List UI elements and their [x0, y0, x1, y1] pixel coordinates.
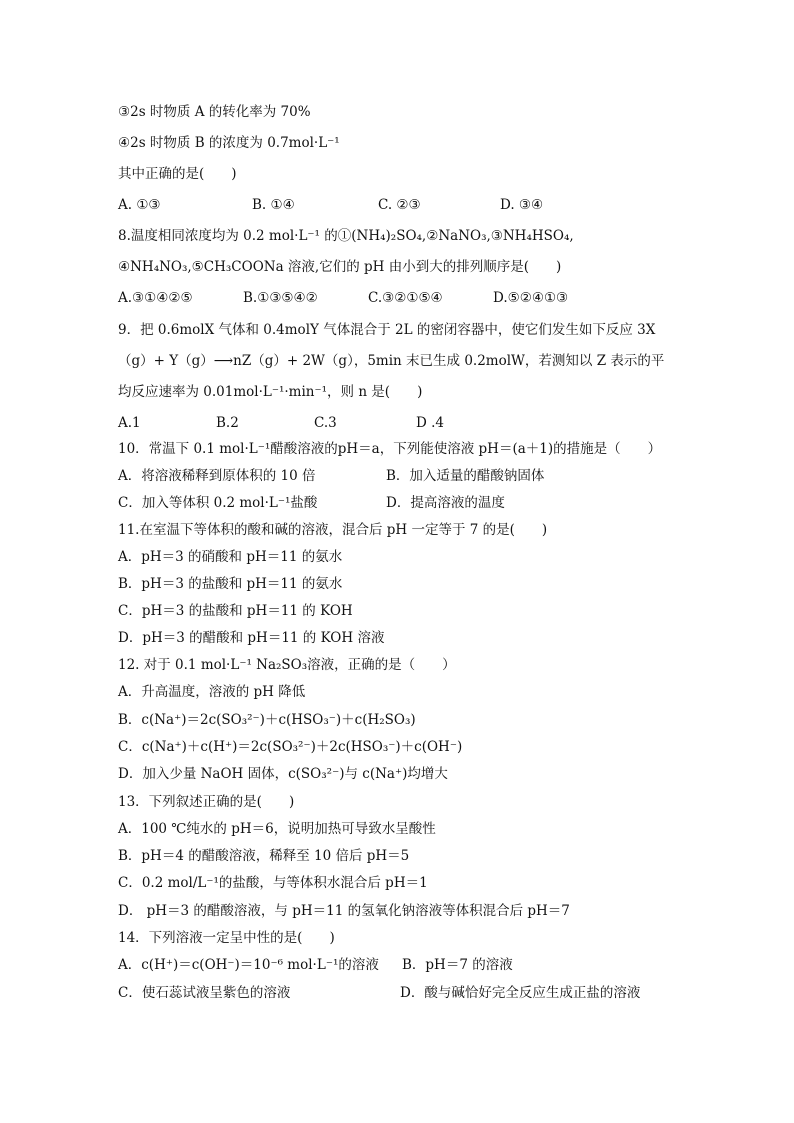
q12-option-d: D．加入少量 NaOH 固体，c(SO₃²⁻)与 c(Na⁺)均增大: [118, 766, 448, 782]
q14-option-b: B．pH＝7 的溶液: [402, 957, 513, 973]
q8-option-b: B.①③⑤④②: [243, 290, 318, 306]
q9-option-c: C.3: [314, 415, 337, 431]
q13-option-a: A．100 ℃纯水的 pH＝6，说明加热可导致水呈酸性: [118, 821, 436, 837]
q14-option-c: C．使石蕊试液呈紫色的溶液: [118, 985, 291, 1001]
q9-line-3: 均反应速率为 0.01mol·L⁻¹·min⁻¹，则 n 是( ): [118, 384, 423, 400]
q9-option-a: A.1: [118, 415, 141, 431]
q11-option-a: A．pH＝3 的硝酸和 pH＝11 的氨水: [118, 549, 343, 565]
q8-line-1: 8.温度相同浓度均为 0.2 mol·L⁻¹ 的①(NH₄)₂SO₄,②NaNO₃,③NH₄HSO₄,: [118, 228, 574, 244]
q14-option-d: D．酸与碱恰好完全反应生成正盐的溶液: [400, 985, 641, 1001]
q10-option-a: A．将溶液稀释到原体积的 10 倍: [118, 468, 316, 484]
q8-line-2: ④NH₄NO₃,⑤CH₃COONa 溶液,它们的 pH 由小到大的排列顺序是( ): [118, 259, 562, 275]
q8-option-a: A.③①④②⑤: [118, 290, 193, 306]
q9-option-d: D .4: [416, 415, 444, 431]
q13-option-c: C．0.2 mol/L⁻¹的盐酸，与等体积水混合后 pH＝1: [118, 875, 428, 891]
q12-option-c: C．c(Na⁺)＋c(H⁺)＝2c(SO₃²⁻)＋2c(HSO₃⁻)＋c(OH⁻): [118, 739, 463, 755]
q9-option-b: B.2: [216, 415, 239, 431]
q8-option-d: D.⑤②④①③: [493, 290, 569, 306]
q11-option-d: D．pH＝3 的醋酸和 pH＝11 的 KOH 溶液: [118, 630, 385, 646]
q12-option-a: A．升高温度，溶液的 pH 降低: [118, 684, 306, 700]
q11-option-b: B．pH＝3 的盐酸和 pH＝11 的氨水: [118, 576, 343, 592]
q7-option-c: C. ②③: [378, 197, 421, 213]
q7-option-d: D. ③④: [500, 197, 544, 213]
q13-option-b: B．pH＝4 的醋酸溶液，稀释至 10 倍后 pH＝5: [118, 848, 410, 864]
q8-option-c: C.③②①⑤④: [368, 290, 443, 306]
q10-option-d: D．提高溶液的温度: [386, 495, 505, 511]
q13-stem: 13．下列叙述正确的是( ): [118, 794, 295, 810]
q7-prompt: 其中正确的是( ): [118, 166, 237, 182]
q14-stem: 14．下列溶液一定呈中性的是( ): [118, 930, 335, 946]
q9-line-2: （g）+ Y（g）⟶nZ（g）+ 2W（g），5min 末已生成 0.2molW，若测知以 Z 表示的平: [118, 353, 665, 369]
q7-statement-3: ③2s 时物质 A 的转化率为 70%: [118, 104, 311, 120]
q9-line-1: 9．把 0.6molX 气体和 0.4molY 气体混合于 2L 的密闭容器中，使它们发生如下反应 3X: [118, 322, 656, 338]
q13-option-d: D． pH＝3 的醋酸溶液，与 pH＝11 的氢氧化钠溶液等体积混合后 pH＝7: [118, 903, 570, 919]
q10-stem: 10．常温下 0.1 mol·L⁻¹醋酸溶液的pH＝a，下列能使溶液 pH＝(a＋1)的措施是（ ）: [118, 441, 662, 457]
q12-stem: 12. 对于 0.1 mol·L⁻¹ Na₂SO₃溶液，正确的是（ ）: [118, 657, 456, 673]
q10-option-c: C．加入等体积 0.2 mol·L⁻¹盐酸: [118, 495, 318, 511]
q7-option-b: B. ①④: [252, 197, 295, 213]
q12-option-b: B．c(Na⁺)＝2c(SO₃²⁻)＋c(HSO₃⁻)＋c(H₂SO₃): [118, 712, 416, 728]
q14-option-a: A．c(H⁺)＝c(OH⁻)＝10⁻⁶ mol·L⁻¹的溶液: [118, 957, 379, 973]
q7-statement-4: ④2s 时物质 B 的浓度为 0.7mol·L⁻¹: [118, 135, 340, 151]
q11-stem: 11.在室温下等体积的酸和碱的溶液，混合后 pH 一定等于 7 的是( ): [118, 522, 548, 538]
q7-option-a: A. ①③: [118, 197, 161, 213]
q10-option-b: B．加入适量的醋酸钠固体: [386, 468, 545, 484]
q11-option-c: C．pH＝3 的盐酸和 pH＝11 的 KOH: [118, 603, 353, 619]
